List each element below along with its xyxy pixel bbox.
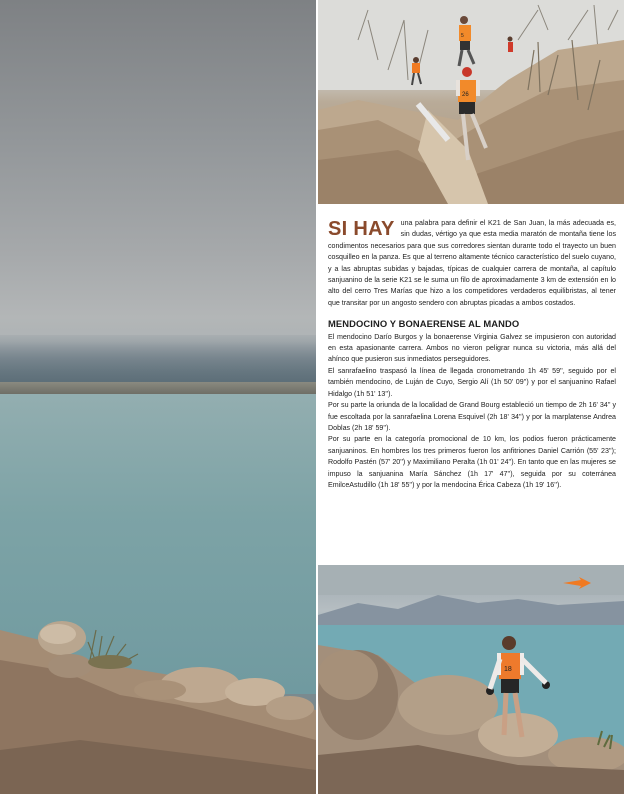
article-body [328,218,616,491]
runners-trail-photo [318,0,624,204]
runner-bib-3: 18 [504,666,512,673]
runner-bib-2: 26 [462,92,469,98]
body-paragraph: Por su parte la oriunda de la localidad de Grand Bourg estableció un tiempo de 2h 16' 34'' y fue escoltada por la sanrafaelina Lorena Esquivel (2h 18' 34'') y por la marplatense Andrea Doblas (2h 18' 59''). [328,401,616,432]
distant-mountains [0,335,316,385]
lead-text: una palabra para definir el K21 de San Juan, la más adecuada es, sin dudas, vértigo ya que esta media maratón de montaña tiene los condimentos necesarios para que sus corredores sientan durante todo el trayecto un buen cosquilleo en la panza. Es que al terreno altamente técnico característico del suelo cuyano, y a las abruptas subidas y bajadas, típicas de cualquier carrera de montaña, al capítulo sanjuanino de la serie K21 se le suma un filo de aproximadamente 3 km de extensión en lo alto del cerro Tres Marías que hizo a los competidores verdaderos equilibristas, al tener que transitar por un angosto sendero con abruptas picadas a ambos costados. [328,219,616,307]
body-paragraph: El mendocino Darío Burgos y la bonaerense Virginia Galvez se impusieron con autoridad en esta apasionante carrera. Ambos no vieron peligrar nunca su victoria, más allá del ahínco que pusieron sus inmediatos perseguidores. [328,332,616,364]
body-paragraph: Por su parte en la categoría promocional de 10 km, los podios fueron prácticamente sanjuaninos. En hombres los tres primeros fueron los anfitriones Daniel Carrión (55' 23''); Rodolfo Pastén (57' 20'') y Maximiliano Peralta (1h 01' 24''). En tanto que en las mujeres se impuso la sanjuanina María Sánchez (1h 17' 47''), seguida por su coterránea EmilceAstudillo (1h 18' 55'') y por la mendocina Érica Cabeza (1h 19' 16''). [328,435,616,489]
runner-bib-1: 5 [461,33,464,39]
arrow-icon[interactable] [563,577,591,589]
far-shoreline [0,382,316,394]
section-subheading: MENDOCINO Y BONAERENSE AL MANDO [328,318,520,330]
body-paragraph: El sanrafaelino traspasó la línea de llegada cronometrando 1h 45' 59'', seguido por el también mendocino, de Luján de Cuyo, Sergio Alí (1h 50' 09'') y por el sanjuanino Rafael Hidalgo (1h 51' 13''). [328,366,616,398]
rocky-shore [0,600,316,794]
dropcap-heading: SI HAY [328,218,395,240]
runner-lake-photo [318,565,624,794]
runner-figure [508,37,514,53]
lead-paragraph [328,218,616,309]
